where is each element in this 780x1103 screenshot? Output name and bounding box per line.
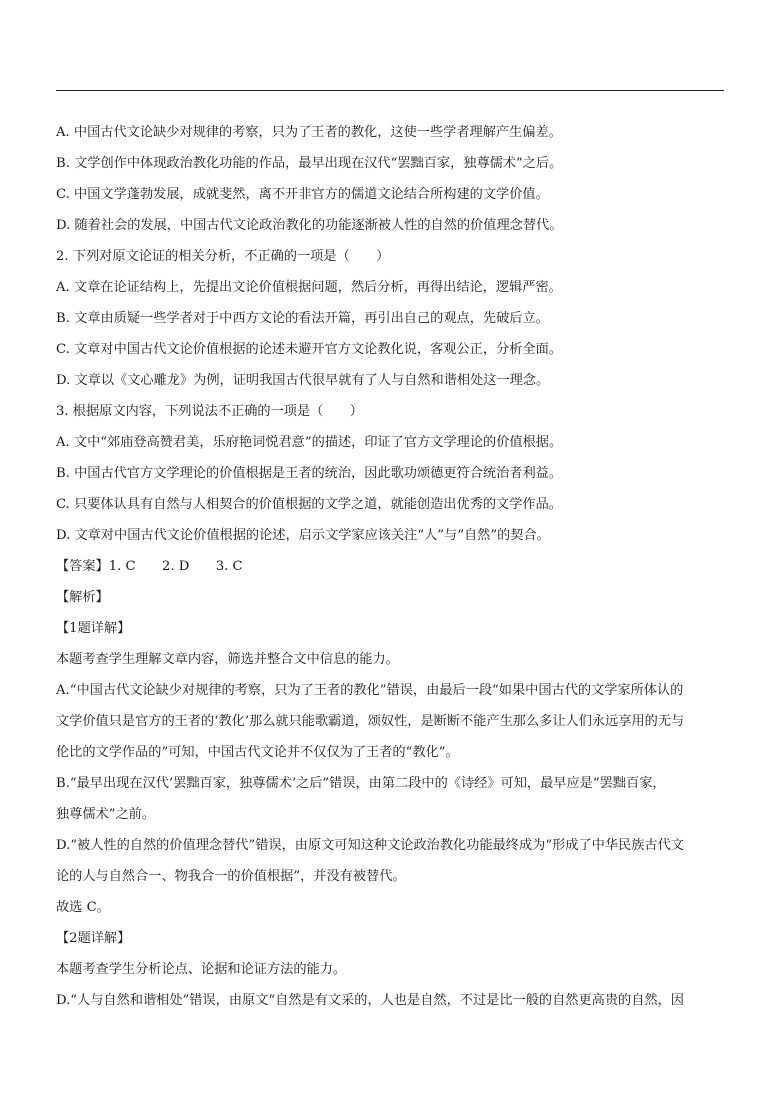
q2-intro: 本题考查学生分析论点、论据和论证方法的能力。 xyxy=(56,962,347,977)
q1-conclusion: 故选 C。 xyxy=(56,900,110,915)
option-3d: D. 文章对中国古代文论价值根据的论述，启示文学家应该关注“人”与“自然”的契合。 xyxy=(56,528,550,543)
q1-detail-heading: 【1题详解】 xyxy=(56,621,131,636)
q2-explain-d-line1: D.“人与自然和谐相处”错误，由原文“自然是有文采的，人也是自然，不过是比一般的自然更高贵的自然，因 xyxy=(56,993,684,1008)
q1-explain-a-line3: 伦比的文学作品的”可知，中国古代文论并不仅仅为了王者的“教化”。 xyxy=(56,745,459,760)
option-2b: B. 文章由质疑一些学者对于中西方文论的看法开篇，再引出自己的观点，先破后立。 xyxy=(56,311,549,326)
option-2d: D. 文章以《文心雕龙》为例，证明我国古代很早就有了人与自然和谐相处这一理念。 xyxy=(56,373,550,388)
q1-intro: 本题考查学生理解文章内容，筛选并整合文中信息的能力。 xyxy=(56,652,399,667)
q1-explain-b-line2: 独尊儒术”之前。 xyxy=(56,807,156,822)
header-rule xyxy=(56,90,724,91)
question-2: 2. 下列对原文论证的相关分析，不正确的一项是（ ） xyxy=(56,249,390,264)
analysis-heading: 【解析】 xyxy=(56,590,109,605)
option-3b: B. 中国古代官方文学理论的价值根据是王者的统治，因此歌功颂德更符合统治者利益。 xyxy=(56,466,563,481)
option-1d: D. 随着社会的发展，中国古代文论政治教化的功能逐渐被人性的自然的价值理念替代。 xyxy=(56,218,563,233)
option-1a: A. 中国古代文论缺少对规律的考察，只为了王者的教化，这使一些学者理解产生偏差。 xyxy=(56,125,562,140)
q1-explain-a-line1: A.“中国古代文论缺少对规律的考察，只为了王者的教化”错误，由最后一段“如果中国古代的文学家所体认的 xyxy=(56,683,684,698)
answer-key: 【答案】1. C 2. D 3. C xyxy=(56,559,243,574)
question-3: 3. 根据原文内容，下列说法不正确的一项是（ ） xyxy=(56,404,363,419)
option-2a: A. 文章在论证结构上，先提出文论价值根据问题，然后分析，再得出结论，逻辑严密。 xyxy=(56,280,562,295)
option-3c: C. 只要体认具有自然与人相契合的价值根据的文学之道，就能创造出优秀的文学作品。 xyxy=(56,497,562,512)
option-2c: C. 文章对中国古代文论价值根据的论述未避开官方文论教化说，客观公正，分析全面。 xyxy=(56,342,562,357)
option-3a: A. 文中“郊庙登高赞君美，乐府艳词悦君意”的描述，印证了官方文学理论的价值根据。 xyxy=(56,435,563,450)
option-1c: C. 中国文学蓬勃发展，成就斐然，离不开非官方的儒道文论结合所构建的文学价值。 xyxy=(56,187,549,202)
q1-explain-a-line2: 文学价值只是官方的王者的‘教化’那么就只能歌霸道，颂奴性，是断断不能产生那么多让人们永远享用的无与 xyxy=(56,714,685,729)
q1-explain-d-line2: 论的人与自然合一、物我合一的价值根据”，并没有被替代。 xyxy=(56,869,406,884)
q1-explain-b-line1: B.“最早出现在汉代‘罢黜百家，独尊儒术’之后”错误，由第二段中的《诗经》可知，最早应是“罢黜百家， xyxy=(56,776,666,791)
q2-detail-heading: 【2题详解】 xyxy=(56,931,131,946)
option-1b: B. 文学创作中体现政治教化功能的作品，最早出现在汉代“罢黜百家，独尊儒术”之后。 xyxy=(56,156,563,171)
q1-explain-d-line1: D.“被人性的自然的价值理念替代”错误，由原文可知这种文论政治教化功能最终成为“形成了中华民族古代文 xyxy=(56,838,684,853)
